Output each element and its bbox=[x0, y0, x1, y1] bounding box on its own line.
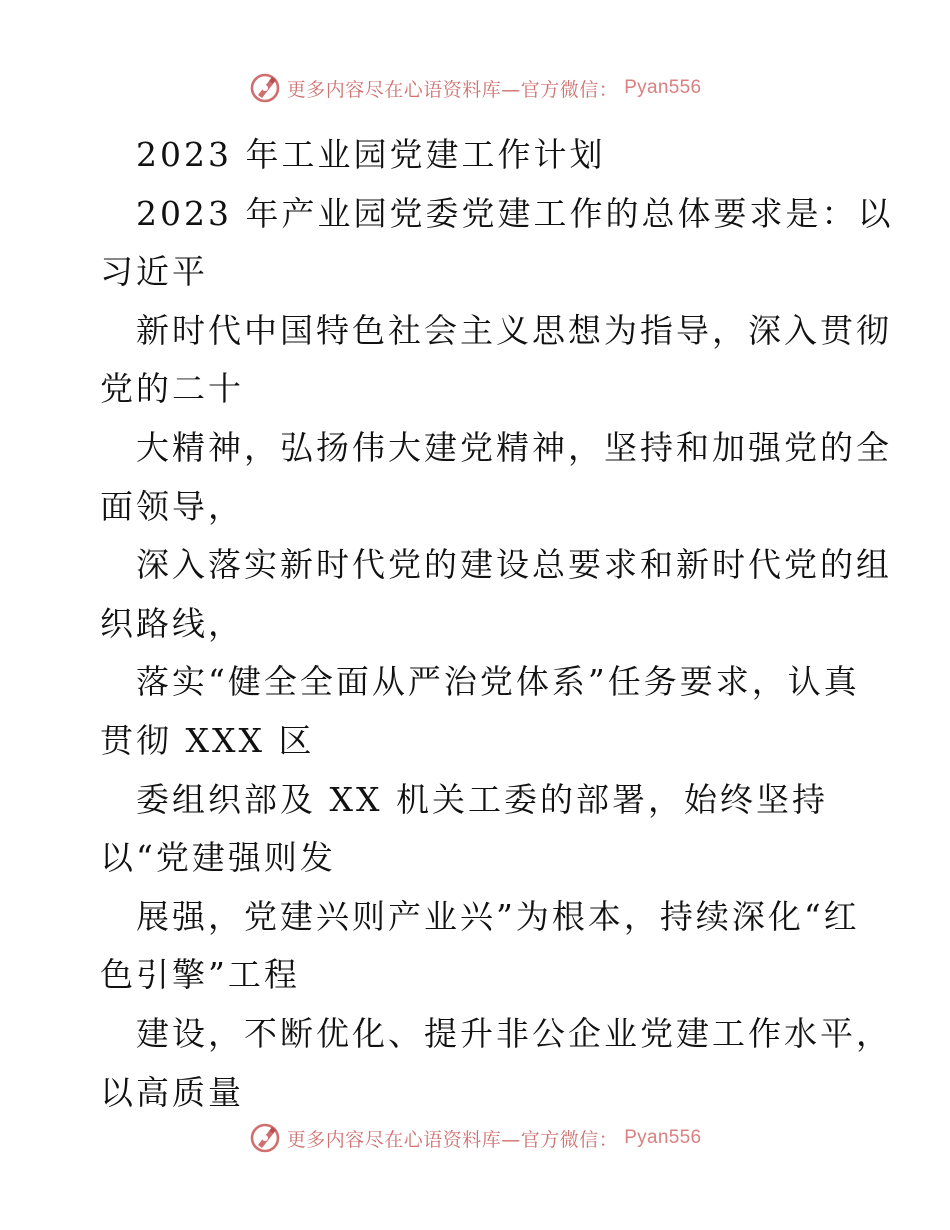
watermark-handle: Pyan556 bbox=[624, 1127, 702, 1148]
pen-logo-icon bbox=[249, 72, 281, 104]
body-line: 建设，不断优化、提升非公企业党建工作水平， bbox=[136, 1013, 892, 1053]
body-line: 面领导， bbox=[100, 486, 244, 526]
watermark-text: 更多内容尽在心语资料库—官方微信： bbox=[286, 1128, 619, 1151]
body-line: 习近平 bbox=[100, 252, 208, 292]
body-line: 织路线， bbox=[100, 603, 244, 643]
body-line: 贯彻 XXX 区 bbox=[100, 720, 315, 760]
body-line: 2023 年产业园党委党建工作的总体要求是：以 bbox=[136, 193, 894, 233]
body-line: 新时代中国特色社会主义思想为指导，深入贯彻 bbox=[136, 310, 892, 350]
watermark-text: 更多内容尽在心语资料库—官方微信： bbox=[286, 78, 619, 101]
body-line: 党的二十 bbox=[100, 369, 244, 409]
header-watermark bbox=[0, 72, 950, 104]
body-line: 深入落实新时代党的建设总要求和新时代党的组 bbox=[136, 545, 892, 585]
body-line: 展强，党建兴则产业兴”为根本，持续深化“红 bbox=[136, 896, 860, 936]
watermark-handle: Pyan556 bbox=[624, 77, 702, 98]
body-line: 以“党建强则发 bbox=[100, 838, 336, 878]
footer-watermark bbox=[0, 1122, 950, 1154]
body-line: 2023 年工业园党建工作计划 bbox=[136, 135, 606, 174]
document-body bbox=[100, 126, 894, 1122]
body-line: 以高质量 bbox=[100, 1072, 244, 1112]
body-line: 落实“健全全面从严治党体系”任务要求，认真 bbox=[136, 662, 860, 702]
body-line: 色引擎”工程 bbox=[100, 955, 300, 995]
body-line: 委组织部及 XX 机关工委的部署，始终坚持 bbox=[136, 779, 828, 819]
body-line: 大精神，弘扬伟大建党精神，坚持和加强党的全 bbox=[136, 427, 892, 467]
pen-logo-icon bbox=[249, 1122, 281, 1154]
